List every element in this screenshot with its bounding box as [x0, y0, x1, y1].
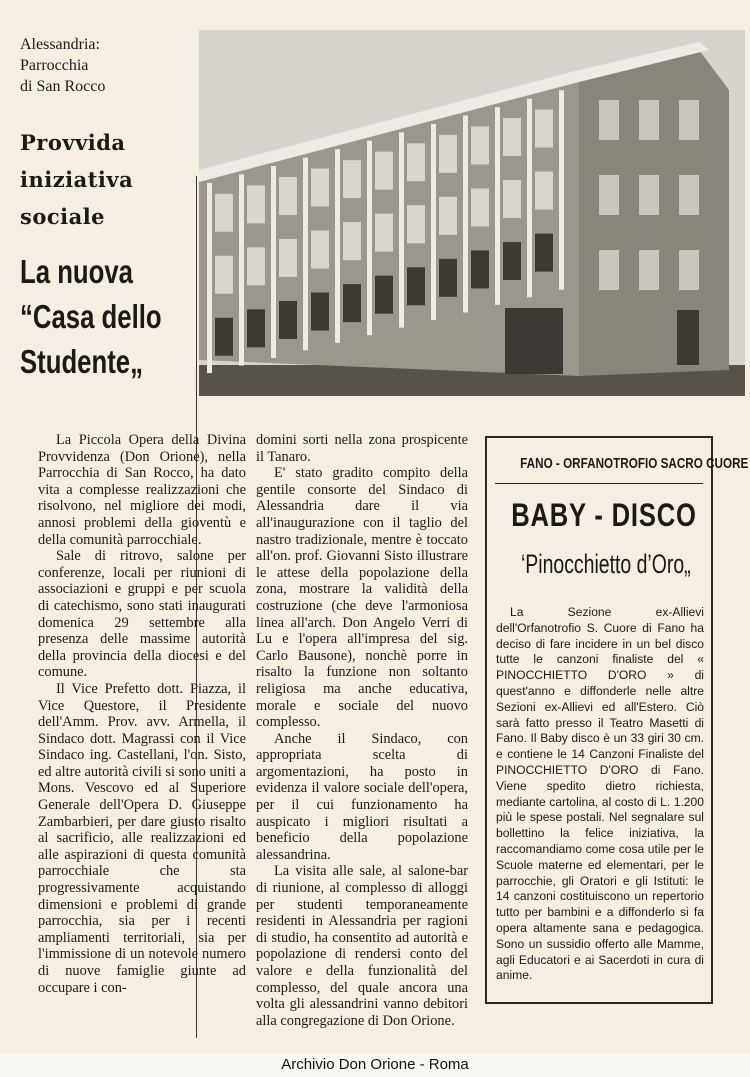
sidebar-subtitle	[488, 549, 710, 580]
building-window	[439, 259, 457, 297]
sidebar-paragraph: La Sezione ex-Allievi dell'Orfanotrofio S. Cuore di Fano ha deciso di fare incidere in un bel disco tutte le canzoni finaliste del « PINOCCHIETTO D'ORO » di quest'anno e diffonderle nelle altre Sezioni ex-Allievi ed all'Estero. Ciò sarà fatto presso il Teatro Masetti di Fano. Il Baby disco è un 33 giri 30 cm. e contiene le 14 Canzoni Finaliste del PINOCCHIETTO D'ORO di Fano. Viene spedito dietro richiesta, mediante cartolina, al costo di L. 1.200 più le spese postali. Nel segnalare sul bollettino la felice iniziativa, la raccomandiamo come cosa utile per le Scuole materne ed elementari, per le parrocchie, gli Oratori e gli Istituti: le 14 canzoni costituiscono un repertorio tutto per bambini e a diffonderlo si fa opera altamente sana e pedagogica. Sono un sussidio offerto alle Mamme, agli Educatori e ai Sacerdoti in cura di anime.	[496, 605, 704, 983]
building-side-window	[599, 250, 619, 290]
building-window	[407, 205, 425, 243]
location-line: di San Rocco	[20, 78, 106, 95]
building-window	[375, 152, 393, 190]
building-window	[471, 188, 489, 226]
building-pillar	[463, 116, 468, 313]
building-window	[407, 267, 425, 305]
article-column-2	[256, 432, 468, 1029]
location-line: Alessandria:	[20, 36, 100, 53]
building-pillar	[367, 141, 372, 335]
article-paragraph: La Piccola Opera della Divina Provvidenza (Don Orione), nella Parrocchia di San Rocco, ha dato vita a complesse realizzazioni che risolvono, nel migliore dei modi, annosi problemi della gioventù e della comunità parrocchiale.	[38, 432, 246, 548]
building-side-window	[679, 175, 699, 215]
footer-text: Archivio Don Orione - Roma	[281, 1056, 469, 1073]
headline-line: Studente„	[20, 343, 143, 380]
building-window	[279, 239, 297, 277]
sidebar-subtitle-text: ‘Pinocchietto d’Oro„	[520, 549, 691, 579]
building-photo	[199, 30, 745, 396]
location-caption	[20, 34, 180, 97]
building-side-door	[677, 310, 699, 365]
building-window	[503, 242, 521, 280]
building-window	[311, 169, 329, 207]
sidebar-rule	[495, 483, 703, 484]
headline-line: “Casa dello	[20, 298, 162, 335]
headline-line: La nuova	[20, 253, 133, 290]
kicker-line: Provvida	[20, 130, 126, 155]
building-window	[407, 143, 425, 181]
building-pillar	[335, 149, 340, 343]
archive-footer	[0, 1053, 750, 1077]
building-side-window	[639, 175, 659, 215]
article-paragraph: Anche il Sindaco, con appropriata scelta di argomentazioni, ha posto in evidenza il valore sociale dell'opera, per il cui funzionamento ha auspicato i migliori risultati a beneficio della popolazione alessandrina.	[256, 730, 468, 863]
article-paragraph: E' stato gradito compito della gentile consorte del Sindaco di Alessandria dare il via all'inaugurazione con il taglio del nastro tradizionale, mentre è toccato all'on. prof. Giovanni Sisto illustrare le attese della popolazione della zona, mostrare la validità della costruzione (che deve l'armoniosa linea all'arch. Don Angelo Verri di Lu e l'opera all'impresa del sig. Carlo Bausone), nonchè porre in risalto la funzione non soltanto religiosa ma anche educativa, morale e sociale del nuovo complesso.	[256, 465, 468, 731]
building-window	[311, 293, 329, 331]
building-window	[279, 177, 297, 215]
building-window	[375, 214, 393, 252]
article-kicker	[20, 124, 200, 235]
building-window	[375, 276, 393, 314]
building-window	[535, 234, 553, 272]
article-column-1	[38, 432, 246, 996]
building-pillar	[399, 132, 404, 327]
building-garage-door	[505, 308, 563, 374]
building-side-window	[639, 250, 659, 290]
building-window	[471, 250, 489, 288]
article-paragraph-continued: domini sorti nella zona prospicente il Tanaro.	[256, 432, 468, 465]
building-side-window	[599, 175, 619, 215]
kicker-line: iniziativa	[20, 167, 134, 192]
building-window	[343, 222, 361, 260]
building-pillar	[239, 174, 244, 365]
building-side-window	[639, 100, 659, 140]
building-window	[247, 247, 265, 285]
sidebar-title	[488, 497, 710, 534]
sidebar-title-text: BABY - DISCO	[511, 497, 697, 533]
building-window	[343, 160, 361, 198]
building-window	[215, 318, 233, 356]
sidebar-kicker	[488, 455, 749, 472]
building-side-window	[679, 250, 699, 290]
article-paragraph: La visita alle sale, al salone-bar di riunione, al complesso di alloggi per studenti temporaneamente residenti in Alessandria per ragioni di studio, ha consentito ad autorità e popolazione di rendersi conto del valore e della funzionalità del complesso, del quale ancora una volta gli alessandrini vanno debitori alla congregazione di Don Orione.	[256, 863, 468, 1029]
article-paragraph: Sale di ritrovo, salone per conferenze, locali per riunioni di associazioni e gruppi e per scuola di catechismo, sono stati inaugurati domenica 29 settembre alla presenza delle massime autorità della provincia della diocesi e del comune.	[38, 548, 246, 681]
building-window	[247, 185, 265, 223]
building-illustration	[199, 30, 745, 396]
building-window	[343, 284, 361, 322]
building-window	[215, 194, 233, 232]
building-side-window	[679, 100, 699, 140]
building-window	[535, 172, 553, 210]
building-side-window	[599, 100, 619, 140]
kicker-line: sociale	[20, 204, 106, 229]
article-paragraph: Il Vice Prefetto dott. Piazza, il Vice Questore, il Presidente dell'Amm. Prov. avv. Armella, il Sindaco dott. Magrassi con il Vice Sindaco ing. Castellani, l'on. Sisto, ed altre autorità civili si sono uniti a Mons. Vescovo ed al Superiore Generale dell'Opera D. Giuseppe Zambarbieri, per dare giusto risalto al sacrificio, alle realizzazioni ed alle aspirazioni di questa comunità parrocchiale che sta progressivamente acquistando dimensioni e problemi di grande parrocchia, sia per i recenti ampliamenti territoriali, sia per l'immissione di un notevole numero di nuove famiglie giunte ad occupare i con-	[38, 680, 246, 996]
building-pillar	[495, 107, 500, 305]
building-window	[439, 135, 457, 173]
building-window	[247, 309, 265, 347]
building-window	[503, 180, 521, 218]
building-pillar	[271, 166, 276, 358]
article-headline	[20, 249, 164, 384]
sidebar-kicker-text: FANO - ORFANOTROFIO SACRO CUORE	[520, 455, 749, 472]
building-window	[439, 197, 457, 235]
building-window	[503, 118, 521, 156]
building-window	[471, 126, 489, 164]
building-window	[215, 256, 233, 294]
building-window	[311, 231, 329, 269]
building-pillar	[559, 90, 564, 289]
sidebar-body	[496, 605, 704, 984]
location-line: Parrocchia	[20, 57, 89, 74]
building-window	[279, 301, 297, 339]
building-window	[535, 110, 553, 148]
building-pillar	[527, 99, 532, 298]
building-pillar	[303, 158, 308, 351]
building-pillar	[431, 124, 436, 320]
building-pillar	[207, 183, 212, 373]
